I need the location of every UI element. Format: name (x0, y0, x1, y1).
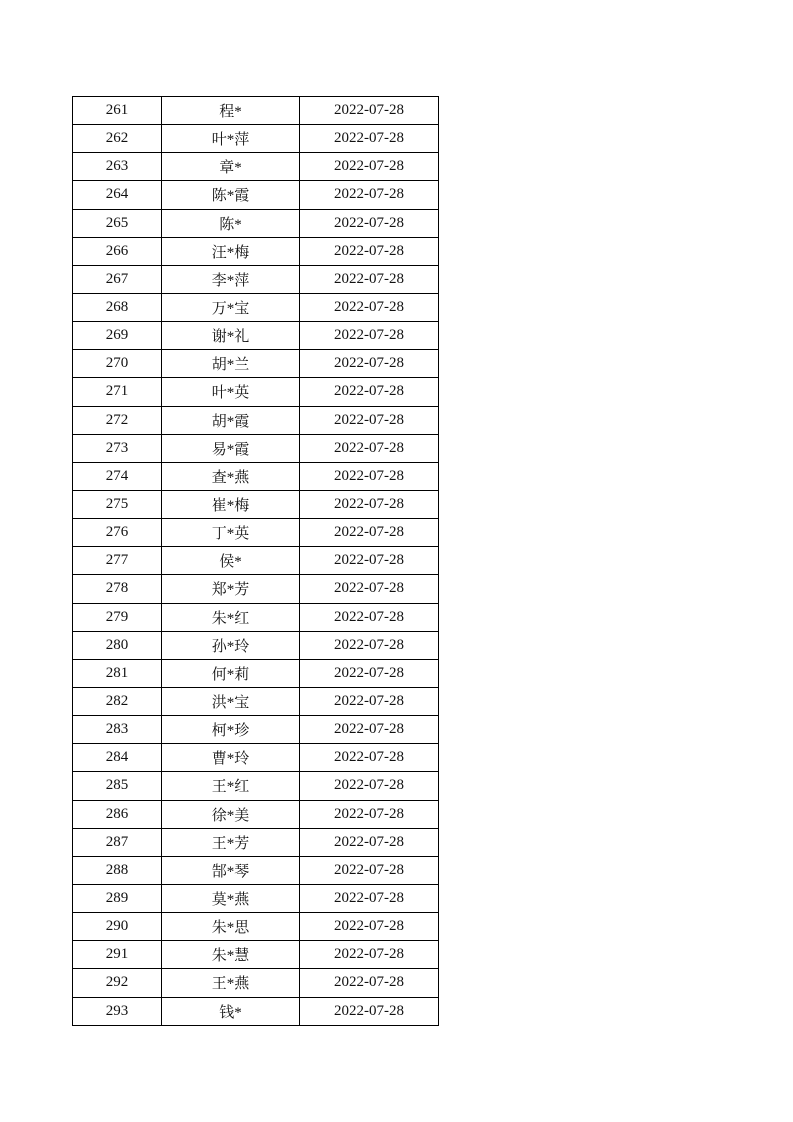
row-number-cell: 273 (73, 434, 162, 462)
name-cell: 朱*慧 (162, 941, 300, 969)
row-number-cell: 267 (73, 265, 162, 293)
row-number-cell: 280 (73, 631, 162, 659)
table-row (73, 406, 439, 434)
date-cell: 2022-07-28 (300, 181, 439, 209)
date-cell: 2022-07-28 (300, 856, 439, 884)
row-number-cell: 269 (73, 322, 162, 350)
row-number-cell: 272 (73, 406, 162, 434)
row-number-cell: 261 (73, 97, 162, 125)
date-cell: 2022-07-28 (300, 153, 439, 181)
table-row (73, 181, 439, 209)
date-cell: 2022-07-28 (300, 406, 439, 434)
row-number-cell: 290 (73, 913, 162, 941)
date-cell: 2022-07-28 (300, 490, 439, 518)
table-row (73, 969, 439, 997)
name-cell: 郑*芳 (162, 575, 300, 603)
date-cell: 2022-07-28 (300, 941, 439, 969)
row-number-cell: 291 (73, 941, 162, 969)
row-number-cell: 283 (73, 716, 162, 744)
date-cell: 2022-07-28 (300, 519, 439, 547)
date-cell: 2022-07-28 (300, 631, 439, 659)
row-number-cell: 268 (73, 293, 162, 321)
records-table-body (73, 97, 439, 1026)
name-cell: 胡*霞 (162, 406, 300, 434)
name-cell: 钱* (162, 997, 300, 1025)
row-number-cell: 289 (73, 884, 162, 912)
date-cell: 2022-07-28 (300, 434, 439, 462)
table-row (73, 913, 439, 941)
name-cell: 王*红 (162, 772, 300, 800)
date-cell: 2022-07-28 (300, 772, 439, 800)
row-number-cell: 281 (73, 659, 162, 687)
row-number-cell: 262 (73, 125, 162, 153)
table-row (73, 716, 439, 744)
row-number-cell: 276 (73, 519, 162, 547)
row-number-cell: 288 (73, 856, 162, 884)
table-row (73, 856, 439, 884)
table-row (73, 237, 439, 265)
row-number-cell: 293 (73, 997, 162, 1025)
row-number-cell: 278 (73, 575, 162, 603)
date-cell: 2022-07-28 (300, 997, 439, 1025)
row-number-cell: 292 (73, 969, 162, 997)
name-cell: 王*燕 (162, 969, 300, 997)
row-number-cell: 284 (73, 744, 162, 772)
table-row (73, 744, 439, 772)
date-cell: 2022-07-28 (300, 547, 439, 575)
name-cell: 朱*思 (162, 913, 300, 941)
table-row (73, 153, 439, 181)
date-cell: 2022-07-28 (300, 237, 439, 265)
date-cell: 2022-07-28 (300, 322, 439, 350)
table-row (73, 603, 439, 631)
table-row (73, 828, 439, 856)
date-cell: 2022-07-28 (300, 125, 439, 153)
table-row (73, 265, 439, 293)
date-cell: 2022-07-28 (300, 828, 439, 856)
name-cell: 谢*礼 (162, 322, 300, 350)
name-cell: 王*芳 (162, 828, 300, 856)
date-cell: 2022-07-28 (300, 209, 439, 237)
row-number-cell: 277 (73, 547, 162, 575)
name-cell: 陈*霞 (162, 181, 300, 209)
date-cell: 2022-07-28 (300, 293, 439, 321)
table-row (73, 631, 439, 659)
row-number-cell: 275 (73, 490, 162, 518)
row-number-cell: 270 (73, 350, 162, 378)
table-row (73, 293, 439, 321)
row-number-cell: 282 (73, 687, 162, 715)
name-cell: 汪*梅 (162, 237, 300, 265)
row-number-cell: 263 (73, 153, 162, 181)
name-cell: 章* (162, 153, 300, 181)
date-cell: 2022-07-28 (300, 265, 439, 293)
date-cell: 2022-07-28 (300, 969, 439, 997)
name-cell: 丁*英 (162, 519, 300, 547)
name-cell: 孙*玲 (162, 631, 300, 659)
name-cell: 徐*美 (162, 800, 300, 828)
table-row (73, 941, 439, 969)
records-table (72, 96, 439, 1026)
date-cell: 2022-07-28 (300, 716, 439, 744)
date-cell: 2022-07-28 (300, 659, 439, 687)
row-number-cell: 287 (73, 828, 162, 856)
date-cell: 2022-07-28 (300, 913, 439, 941)
row-number-cell: 279 (73, 603, 162, 631)
table-row (73, 687, 439, 715)
table-row (73, 125, 439, 153)
table-row (73, 884, 439, 912)
date-cell: 2022-07-28 (300, 687, 439, 715)
row-number-cell: 271 (73, 378, 162, 406)
name-cell: 崔*梅 (162, 490, 300, 518)
row-number-cell: 265 (73, 209, 162, 237)
name-cell: 叶*萍 (162, 125, 300, 153)
table-row (73, 997, 439, 1025)
table-row (73, 659, 439, 687)
name-cell: 侯* (162, 547, 300, 575)
table-row (73, 575, 439, 603)
name-cell: 程* (162, 97, 300, 125)
table-row (73, 97, 439, 125)
name-cell: 朱*红 (162, 603, 300, 631)
table-row (73, 547, 439, 575)
row-number-cell: 264 (73, 181, 162, 209)
table-row (73, 462, 439, 490)
table-row (73, 209, 439, 237)
row-number-cell: 266 (73, 237, 162, 265)
name-cell: 叶*英 (162, 378, 300, 406)
name-cell: 柯*珍 (162, 716, 300, 744)
table-row (73, 322, 439, 350)
name-cell: 莫*燕 (162, 884, 300, 912)
date-cell: 2022-07-28 (300, 884, 439, 912)
table-row (73, 434, 439, 462)
name-cell: 万*宝 (162, 293, 300, 321)
table-row (73, 490, 439, 518)
table-row (73, 800, 439, 828)
table-row (73, 772, 439, 800)
table-row (73, 519, 439, 547)
date-cell: 2022-07-28 (300, 462, 439, 490)
name-cell: 李*萍 (162, 265, 300, 293)
date-cell: 2022-07-28 (300, 97, 439, 125)
name-cell: 郜*琴 (162, 856, 300, 884)
date-cell: 2022-07-28 (300, 378, 439, 406)
name-cell: 查*燕 (162, 462, 300, 490)
name-cell: 陈* (162, 209, 300, 237)
name-cell: 曹*玲 (162, 744, 300, 772)
name-cell: 胡*兰 (162, 350, 300, 378)
name-cell: 洪*宝 (162, 687, 300, 715)
date-cell: 2022-07-28 (300, 603, 439, 631)
name-cell: 易*霞 (162, 434, 300, 462)
table-row (73, 378, 439, 406)
row-number-cell: 285 (73, 772, 162, 800)
date-cell: 2022-07-28 (300, 350, 439, 378)
row-number-cell: 286 (73, 800, 162, 828)
date-cell: 2022-07-28 (300, 800, 439, 828)
date-cell: 2022-07-28 (300, 575, 439, 603)
name-cell: 何*莉 (162, 659, 300, 687)
date-cell: 2022-07-28 (300, 744, 439, 772)
row-number-cell: 274 (73, 462, 162, 490)
table-row (73, 350, 439, 378)
